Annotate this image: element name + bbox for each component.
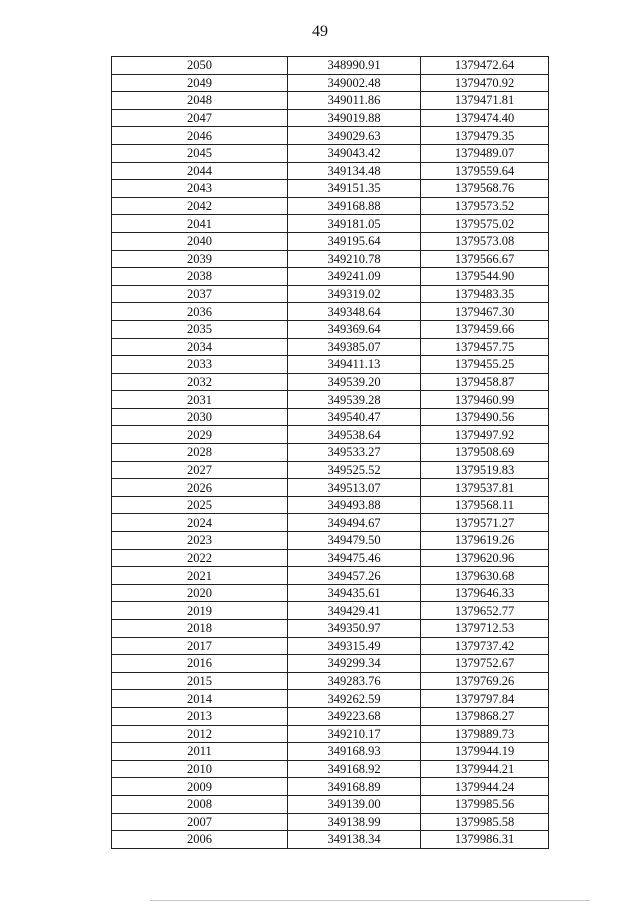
point-number-cell: 2013 — [112, 707, 288, 725]
table-row — [112, 620, 549, 638]
y-coordinate-cell: 1379573.52 — [421, 197, 549, 215]
point-number-cell: 2015 — [112, 672, 288, 690]
table-row — [112, 57, 549, 75]
point-number-cell: 2014 — [112, 690, 288, 708]
point-number-cell: 2007 — [112, 813, 288, 831]
y-coordinate-cell: 1379471.81 — [421, 92, 549, 110]
point-number-cell: 2016 — [112, 655, 288, 673]
point-number-cell: 2049 — [112, 74, 288, 92]
point-number-cell: 2036 — [112, 303, 288, 321]
point-number-cell: 2043 — [112, 180, 288, 198]
point-number-cell: 2033 — [112, 356, 288, 374]
table-row — [112, 690, 549, 708]
point-number-cell: 2031 — [112, 391, 288, 409]
scan-edge-line — [150, 900, 590, 901]
table-row — [112, 655, 549, 673]
table-row — [112, 444, 549, 462]
y-coordinate-cell: 1379457.75 — [421, 338, 549, 356]
table-row — [112, 549, 549, 567]
table-row — [112, 92, 549, 110]
x-coordinate-cell: 349479.50 — [288, 532, 421, 550]
table-row — [112, 285, 549, 303]
table-row — [112, 215, 549, 233]
point-number-cell: 2021 — [112, 567, 288, 585]
table-row — [112, 373, 549, 391]
point-number-cell: 2018 — [112, 620, 288, 638]
point-number-cell: 2008 — [112, 795, 288, 813]
point-number-cell: 2020 — [112, 584, 288, 602]
x-coordinate-cell: 349538.64 — [288, 426, 421, 444]
y-coordinate-cell: 1379868.27 — [421, 707, 549, 725]
x-coordinate-cell: 349299.34 — [288, 655, 421, 673]
point-number-cell: 2028 — [112, 444, 288, 462]
point-number-cell: 2041 — [112, 215, 288, 233]
y-coordinate-cell: 1379620.96 — [421, 549, 549, 567]
y-coordinate-cell: 1379619.26 — [421, 532, 549, 550]
y-coordinate-cell: 1379467.30 — [421, 303, 549, 321]
y-coordinate-cell: 1379769.26 — [421, 672, 549, 690]
table-row — [112, 162, 549, 180]
table-row — [112, 144, 549, 162]
point-number-cell: 2048 — [112, 92, 288, 110]
table-row — [112, 672, 549, 690]
y-coordinate-cell: 1379483.35 — [421, 285, 549, 303]
point-number-cell: 2010 — [112, 760, 288, 778]
y-coordinate-cell: 1379497.92 — [421, 426, 549, 444]
point-number-cell: 2009 — [112, 778, 288, 796]
table-row — [112, 760, 549, 778]
point-number-cell: 2011 — [112, 743, 288, 761]
y-coordinate-cell: 1379508.69 — [421, 444, 549, 462]
x-coordinate-cell: 349168.92 — [288, 760, 421, 778]
point-number-cell: 2019 — [112, 602, 288, 620]
y-coordinate-cell: 1379568.11 — [421, 496, 549, 514]
y-coordinate-cell: 1379490.56 — [421, 408, 549, 426]
table-row — [112, 743, 549, 761]
point-number-cell: 2044 — [112, 162, 288, 180]
x-coordinate-cell: 349435.61 — [288, 584, 421, 602]
x-coordinate-cell: 349168.88 — [288, 197, 421, 215]
table-body — [112, 57, 549, 849]
table-row — [112, 338, 549, 356]
point-number-cell: 2050 — [112, 57, 288, 75]
point-number-cell: 2012 — [112, 725, 288, 743]
point-number-cell: 2024 — [112, 514, 288, 532]
y-coordinate-cell: 1379571.27 — [421, 514, 549, 532]
y-coordinate-cell: 1379479.35 — [421, 127, 549, 145]
y-coordinate-cell: 1379737.42 — [421, 637, 549, 655]
x-coordinate-cell: 349241.09 — [288, 268, 421, 286]
point-number-cell: 2025 — [112, 496, 288, 514]
y-coordinate-cell: 1379460.99 — [421, 391, 549, 409]
x-coordinate-cell: 349348.64 — [288, 303, 421, 321]
y-coordinate-cell: 1379573.08 — [421, 232, 549, 250]
point-number-cell: 2038 — [112, 268, 288, 286]
y-coordinate-cell: 1379944.19 — [421, 743, 549, 761]
x-coordinate-cell: 349011.86 — [288, 92, 421, 110]
y-coordinate-cell: 1379472.64 — [421, 57, 549, 75]
x-coordinate-cell: 349457.26 — [288, 567, 421, 585]
x-coordinate-cell: 349493.88 — [288, 496, 421, 514]
x-coordinate-cell: 349369.64 — [288, 320, 421, 338]
point-number-cell: 2017 — [112, 637, 288, 655]
table-row — [112, 127, 549, 145]
table-row — [112, 426, 549, 444]
table-row — [112, 197, 549, 215]
y-coordinate-cell: 1379944.21 — [421, 760, 549, 778]
y-coordinate-cell: 1379455.25 — [421, 356, 549, 374]
y-coordinate-cell: 1379519.83 — [421, 461, 549, 479]
x-coordinate-cell: 349513.07 — [288, 479, 421, 497]
table-row — [112, 637, 549, 655]
x-coordinate-cell: 349002.48 — [288, 74, 421, 92]
table-row — [112, 391, 549, 409]
y-coordinate-cell: 1379489.07 — [421, 144, 549, 162]
x-coordinate-cell: 349138.34 — [288, 831, 421, 849]
point-number-cell: 2006 — [112, 831, 288, 849]
x-coordinate-cell: 349494.67 — [288, 514, 421, 532]
y-coordinate-cell: 1379652.77 — [421, 602, 549, 620]
table-row — [112, 232, 549, 250]
coordinates-table — [111, 56, 549, 849]
table-row — [112, 831, 549, 849]
x-coordinate-cell: 349151.35 — [288, 180, 421, 198]
point-number-cell: 2030 — [112, 408, 288, 426]
point-number-cell: 2023 — [112, 532, 288, 550]
table-row — [112, 303, 549, 321]
y-coordinate-cell: 1379458.87 — [421, 373, 549, 391]
table-row — [112, 479, 549, 497]
table-row — [112, 320, 549, 338]
table-row — [112, 180, 549, 198]
point-number-cell: 2026 — [112, 479, 288, 497]
x-coordinate-cell: 349319.02 — [288, 285, 421, 303]
table-row — [112, 567, 549, 585]
x-coordinate-cell: 349411.13 — [288, 356, 421, 374]
y-coordinate-cell: 1379985.58 — [421, 813, 549, 831]
table-row — [112, 707, 549, 725]
x-coordinate-cell: 349350.97 — [288, 620, 421, 638]
y-coordinate-cell: 1379752.67 — [421, 655, 549, 673]
x-coordinate-cell: 349139.00 — [288, 795, 421, 813]
x-coordinate-cell: 349385.07 — [288, 338, 421, 356]
table-row — [112, 250, 549, 268]
point-number-cell: 2047 — [112, 109, 288, 127]
point-number-cell: 2037 — [112, 285, 288, 303]
x-coordinate-cell: 349168.89 — [288, 778, 421, 796]
x-coordinate-cell: 349539.28 — [288, 391, 421, 409]
point-number-cell: 2042 — [112, 197, 288, 215]
table-row — [112, 532, 549, 550]
table-row — [112, 356, 549, 374]
x-coordinate-cell: 349043.42 — [288, 144, 421, 162]
x-coordinate-cell: 349429.41 — [288, 602, 421, 620]
x-coordinate-cell: 349210.17 — [288, 725, 421, 743]
x-coordinate-cell: 349533.27 — [288, 444, 421, 462]
y-coordinate-cell: 1379470.92 — [421, 74, 549, 92]
table-row — [112, 725, 549, 743]
point-number-cell: 2045 — [112, 144, 288, 162]
table-row — [112, 109, 549, 127]
table-row — [112, 408, 549, 426]
table-row — [112, 496, 549, 514]
y-coordinate-cell: 1379986.31 — [421, 831, 549, 849]
point-number-cell: 2032 — [112, 373, 288, 391]
x-coordinate-cell: 349315.49 — [288, 637, 421, 655]
x-coordinate-cell: 349539.20 — [288, 373, 421, 391]
point-number-cell: 2035 — [112, 320, 288, 338]
table-row — [112, 74, 549, 92]
y-coordinate-cell: 1379566.67 — [421, 250, 549, 268]
table-row — [112, 813, 549, 831]
y-coordinate-cell: 1379575.02 — [421, 215, 549, 233]
table-row — [112, 778, 549, 796]
y-coordinate-cell: 1379985.56 — [421, 795, 549, 813]
x-coordinate-cell: 349475.46 — [288, 549, 421, 567]
y-coordinate-cell: 1379559.64 — [421, 162, 549, 180]
x-coordinate-cell: 348990.91 — [288, 57, 421, 75]
table-row — [112, 584, 549, 602]
x-coordinate-cell: 349525.52 — [288, 461, 421, 479]
x-coordinate-cell: 349168.93 — [288, 743, 421, 761]
table-row — [112, 602, 549, 620]
point-number-cell: 2046 — [112, 127, 288, 145]
x-coordinate-cell: 349019.88 — [288, 109, 421, 127]
x-coordinate-cell: 349134.48 — [288, 162, 421, 180]
y-coordinate-cell: 1379944.24 — [421, 778, 549, 796]
x-coordinate-cell: 349283.76 — [288, 672, 421, 690]
x-coordinate-cell: 349223.68 — [288, 707, 421, 725]
y-coordinate-cell: 1379889.73 — [421, 725, 549, 743]
y-coordinate-cell: 1379712.53 — [421, 620, 549, 638]
x-coordinate-cell: 349195.64 — [288, 232, 421, 250]
table-row — [112, 795, 549, 813]
point-number-cell: 2022 — [112, 549, 288, 567]
point-number-cell: 2039 — [112, 250, 288, 268]
point-number-cell: 2027 — [112, 461, 288, 479]
x-coordinate-cell: 349138.99 — [288, 813, 421, 831]
table-row — [112, 268, 549, 286]
x-coordinate-cell: 349029.63 — [288, 127, 421, 145]
y-coordinate-cell: 1379459.66 — [421, 320, 549, 338]
point-number-cell: 2034 — [112, 338, 288, 356]
x-coordinate-cell: 349181.05 — [288, 215, 421, 233]
y-coordinate-cell: 1379797.84 — [421, 690, 549, 708]
x-coordinate-cell: 349210.78 — [288, 250, 421, 268]
y-coordinate-cell: 1379568.76 — [421, 180, 549, 198]
point-number-cell: 2029 — [112, 426, 288, 444]
x-coordinate-cell: 349262.59 — [288, 690, 421, 708]
y-coordinate-cell: 1379646.33 — [421, 584, 549, 602]
point-number-cell: 2040 — [112, 232, 288, 250]
table-row — [112, 461, 549, 479]
y-coordinate-cell: 1379630.68 — [421, 567, 549, 585]
y-coordinate-cell: 1379537.81 — [421, 479, 549, 497]
y-coordinate-cell: 1379474.40 — [421, 109, 549, 127]
x-coordinate-cell: 349540.47 — [288, 408, 421, 426]
y-coordinate-cell: 1379544.90 — [421, 268, 549, 286]
page-number: 49 — [312, 23, 328, 40]
table-row — [112, 514, 549, 532]
